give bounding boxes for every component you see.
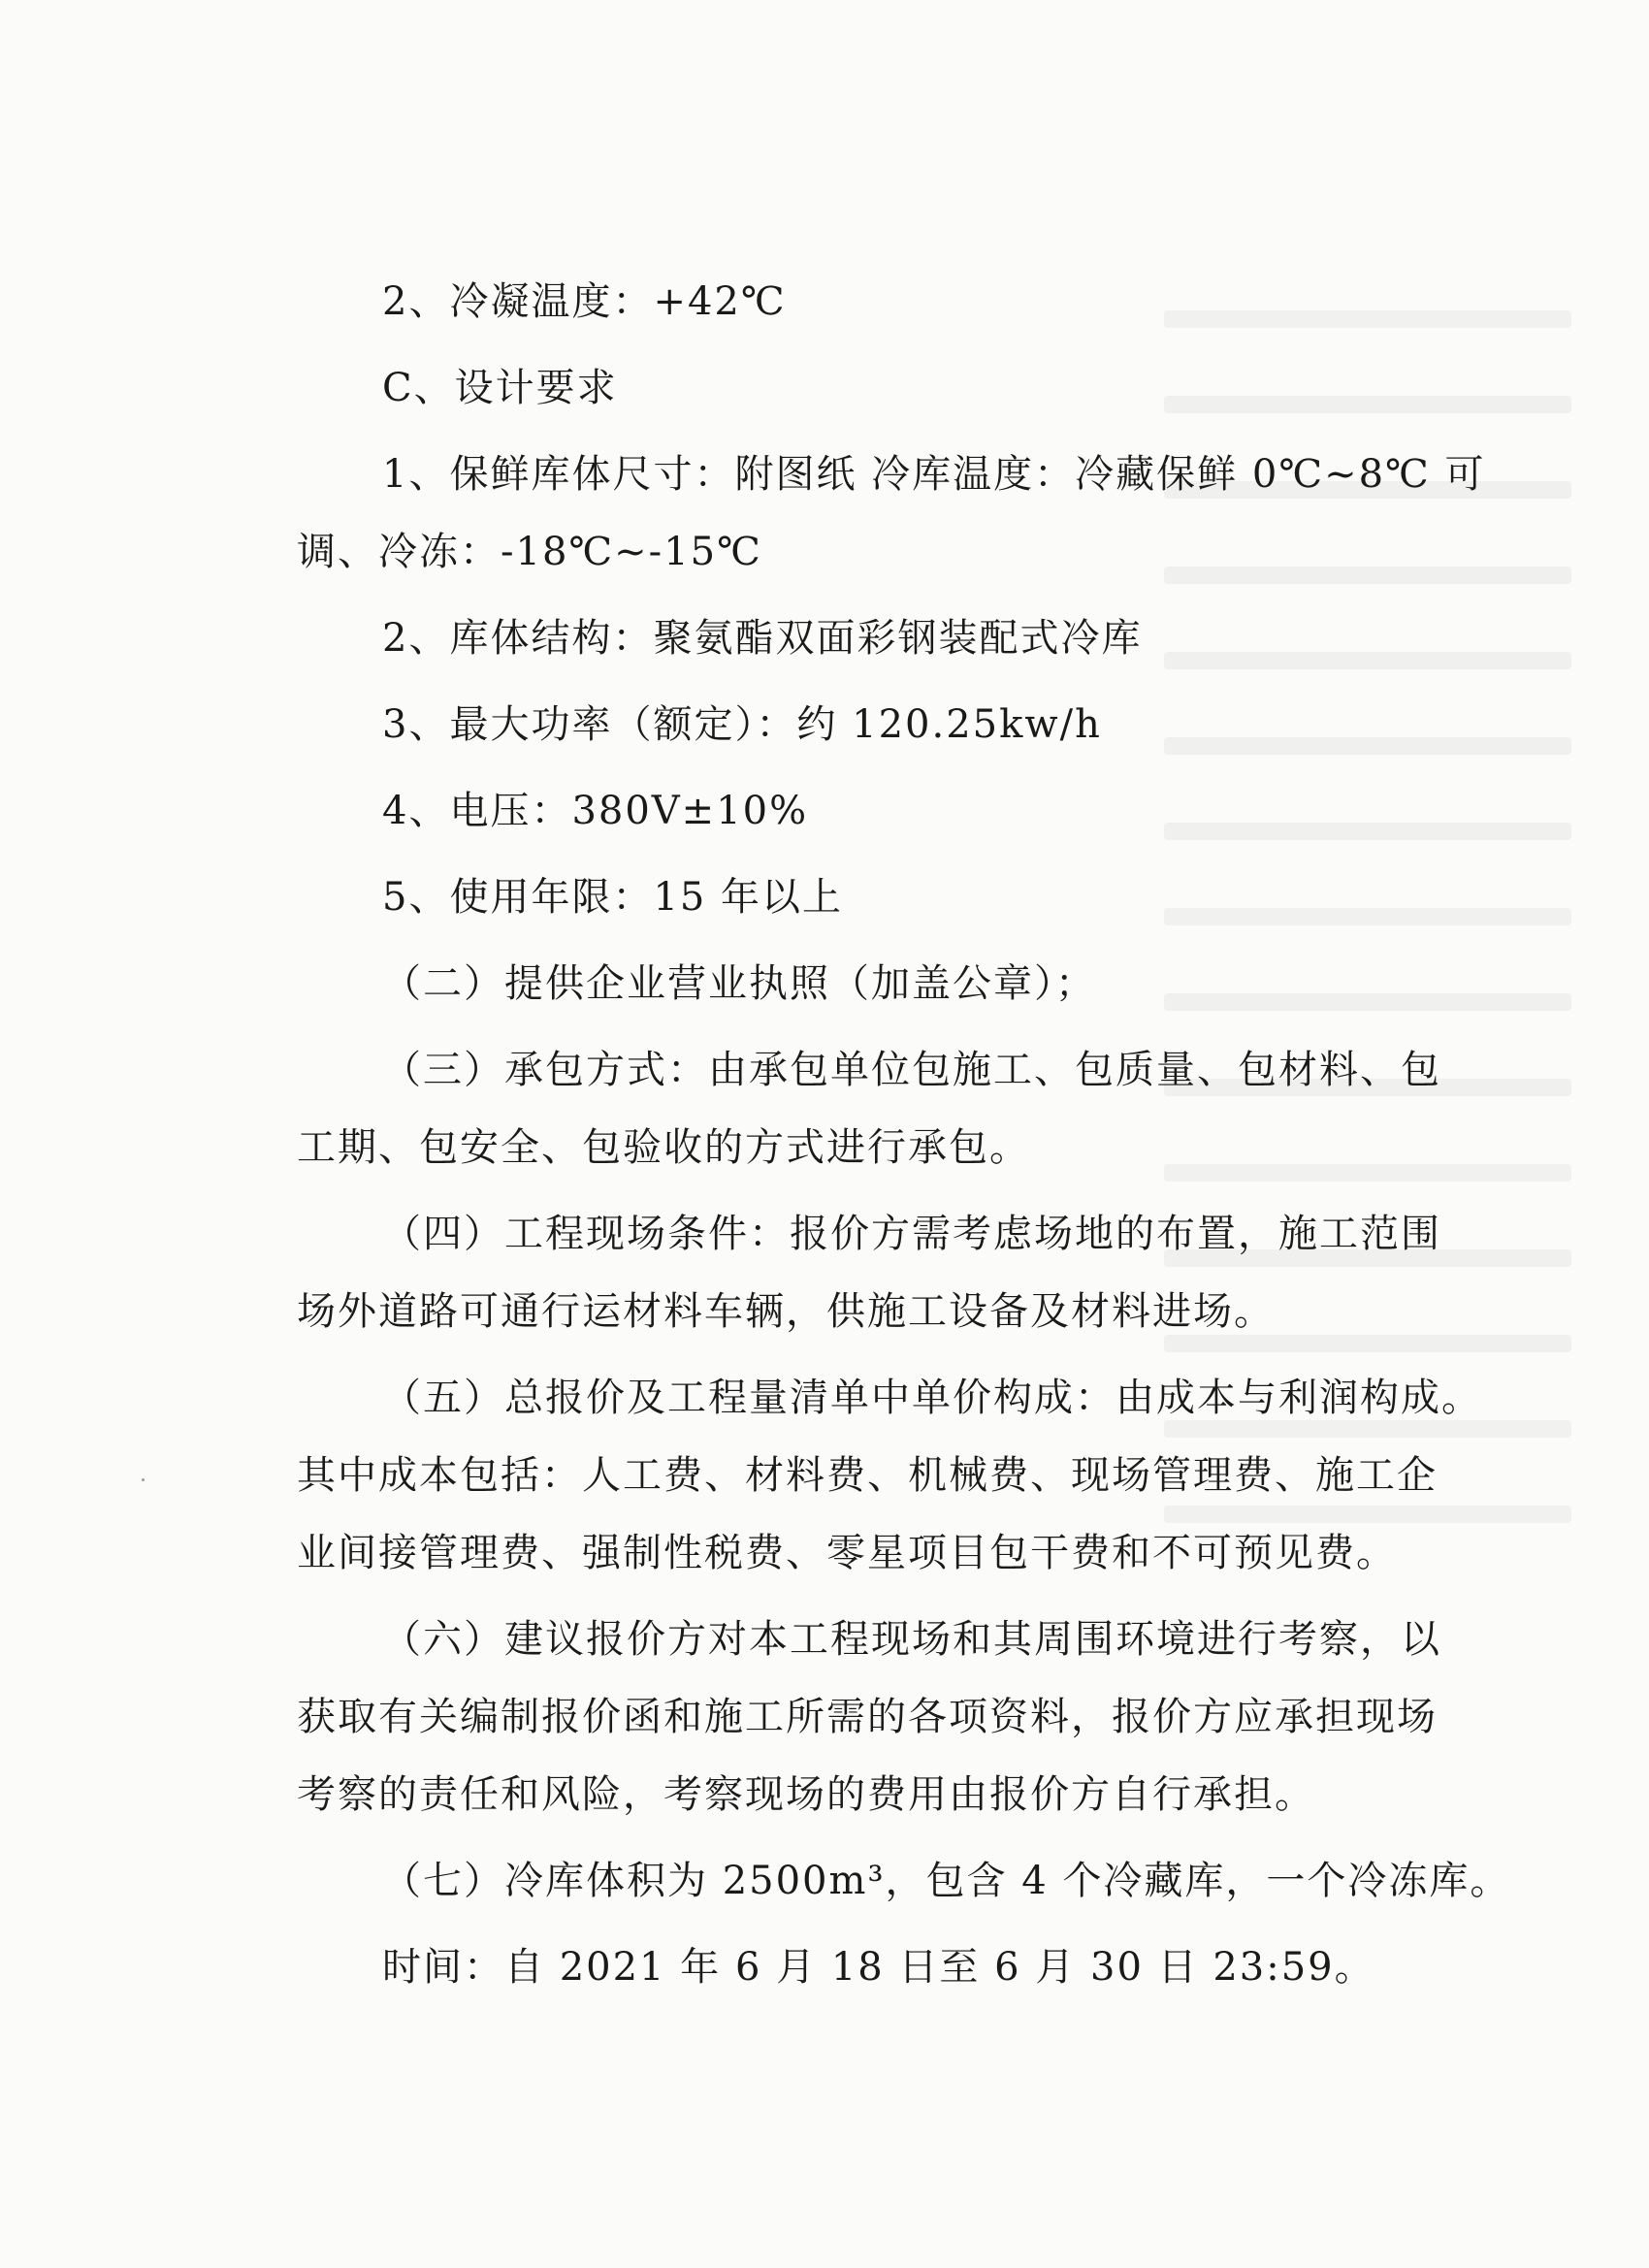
item-time-period: 时间：自 2021 年 6 月 18 日至 6 月 30 日 23:59。 (382, 1945, 1375, 1990)
item-storage-volume: （七）冷库体积为 2500m³，包含 4 个冷藏库，一个冷冻库。 (382, 1859, 1511, 1903)
spec-line-storage-size-cont: 调、冷冻：-18℃~-15℃ (297, 530, 762, 574)
scan-speck (142, 1478, 145, 1481)
item-price-composition-cont2: 业间接管理费、强制性税费、零星项目包干费和不可预见费。 (297, 1531, 1397, 1575)
item-price-composition: （五）总报价及工程量清单中单价构成：由成本与利润构成。 (382, 1376, 1482, 1420)
section-design-requirements: C、设计要求 (382, 366, 618, 410)
item-site-conditions-cont: 场外道路可通行运材料车辆，供施工设备及材料进场。 (297, 1289, 1275, 1334)
item-site-inspection-cont2: 考察的责任和风险，考察现场的费用由报价方自行承担。 (297, 1772, 1315, 1817)
spec-line-structure: 2、库体结构：聚氨酯双面彩钢装配式冷库 (382, 616, 1143, 661)
document-body (297, 277, 1511, 2029)
spec-line-service-life: 5、使用年限：15 年以上 (382, 875, 844, 920)
spec-line-voltage: 4、电压：380V±10% (382, 789, 809, 833)
item-contract-method-cont: 工期、包安全、包验收的方式进行承包。 (297, 1125, 1030, 1170)
item-business-license: （二）提供企业营业执照（加盖公章）； (382, 961, 1096, 1006)
spec-line-condensing-temp: 2、冷凝温度：+42℃ (382, 279, 787, 324)
item-site-inspection: （六）建议报价方对本工程现场和其周围环境进行考察，以 (382, 1617, 1441, 1662)
spec-line-max-power: 3、最大功率（额定）：约 120.25kw/h (382, 702, 1102, 747)
item-site-conditions: （四）工程现场条件：报价方需考虑场地的布置，施工范围 (382, 1212, 1441, 1256)
item-contract-method: （三）承包方式：由承包单位包施工、包质量、包材料、包 (382, 1048, 1441, 1092)
item-site-inspection-cont1: 获取有关编制报价函和施工所需的各项资料，报价方应承担现场 (297, 1695, 1438, 1739)
item-price-composition-cont1: 其中成本包括：人工费、材料费、机械费、现场管理费、施工企 (297, 1453, 1438, 1498)
spec-line-storage-size: 1、保鲜库体尺寸：附图纸 冷库温度：冷藏保鲜 0℃~8℃ 可 (382, 452, 1486, 497)
